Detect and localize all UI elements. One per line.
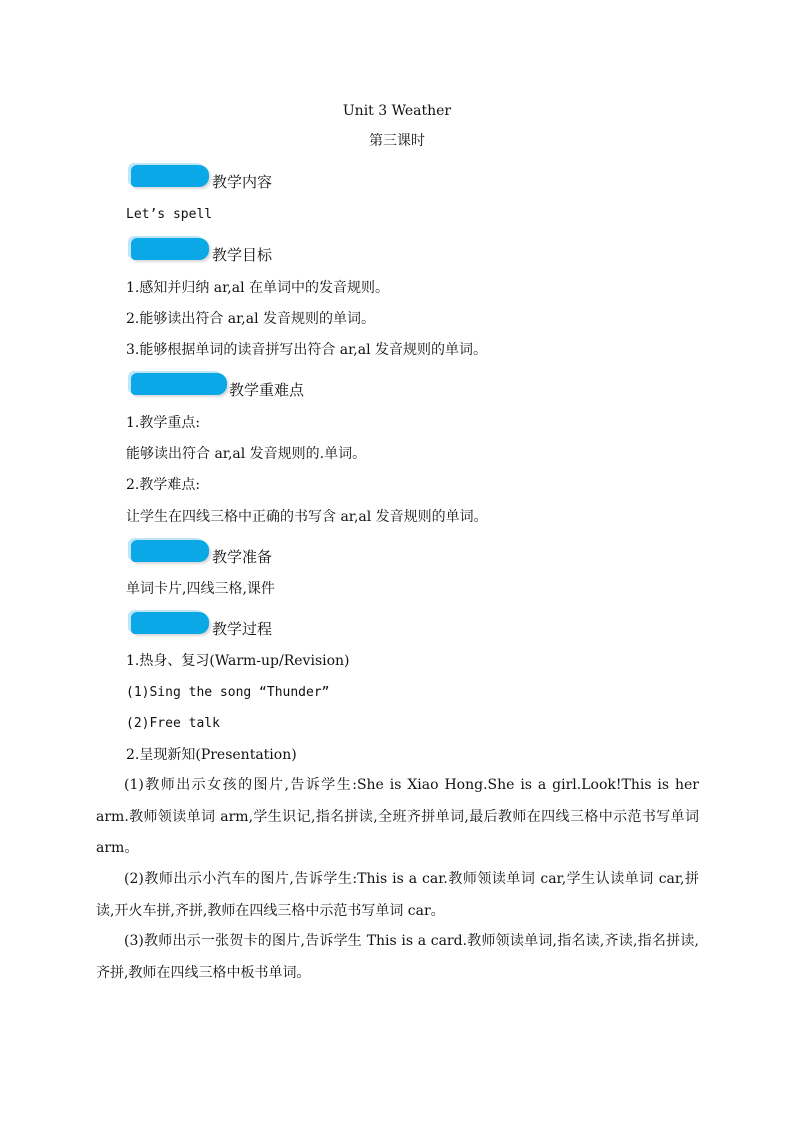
key-difficulty-label: 2.教学难点: xyxy=(126,477,201,493)
objective-item: 2.能够读出符合 ar,al 发音规则的单词。 xyxy=(126,311,376,327)
lesson-title: Unit 3 Weather xyxy=(342,103,452,119)
warmup-item: (1)Sing the song “Thunder” xyxy=(126,685,330,700)
section-heading-preparation: 教学准备 xyxy=(212,548,273,566)
objective-item: 3.能够根据单词的读音拼写出符合 ar,al 发音规则的单词。 xyxy=(126,342,488,358)
section-badge xyxy=(131,165,209,187)
section-heading-content: 教学内容 xyxy=(212,173,273,191)
key-focus-label: 1.教学重点: xyxy=(126,415,201,431)
process-step-warmup: 1.热身、复习(Warm-up/Revision) xyxy=(126,653,350,669)
section-heading-process: 教学过程 xyxy=(212,620,273,638)
section-heading-objectives: 教学目标 xyxy=(212,246,273,264)
section-heading-key-points: 教学重难点 xyxy=(229,381,305,399)
section-badge xyxy=(131,540,209,562)
warmup-item: (2)Free talk xyxy=(126,716,220,731)
section-badge xyxy=(131,238,209,260)
presentation-paragraph: (1)教师出示女孩的图片,告诉学生:She is Xiao Hong.She is a girl.Look!This is her arm.教师领读单词 arm,学生识记,指名拼读,全班齐拼单词,最后教师在四线三格中示范书写单词 arm。 xyxy=(96,777,699,856)
key-difficulty-text: 让学生在四线三格中正确的书写含 ar,al 发音规则的单词。 xyxy=(126,509,488,525)
presentation-paragraph: (3)教师出示一张贺卡的图片,告诉学生 This is a card.教师领读单词,指名读,齐读,指名拼读,齐拼,教师在四线三格中板书单词。 xyxy=(96,933,699,981)
key-focus-text: 能够读出符合 ar,al 发音规则的.单词。 xyxy=(126,446,367,462)
objective-item: 1.感知并归纳 ar,al 在单词中的发音规则。 xyxy=(126,280,390,296)
section-badge xyxy=(131,373,227,395)
preparation-text: 单词卡片,四线三格,课件 xyxy=(126,581,275,597)
presentation-paragraph: (2)教师出示小汽车的图片,告诉学生:This is a car.教师领读单词 car,学生认读单词 car,拼读,开火车拼,齐拼,教师在四线三格中示范书写单词 car。 xyxy=(96,871,699,919)
lesson-subtitle: 第三课时 xyxy=(369,133,425,149)
section-badge xyxy=(131,612,209,634)
content-text: Let’s spell xyxy=(126,207,213,222)
process-step-presentation: 2.呈现新知(Presentation) xyxy=(126,747,297,763)
